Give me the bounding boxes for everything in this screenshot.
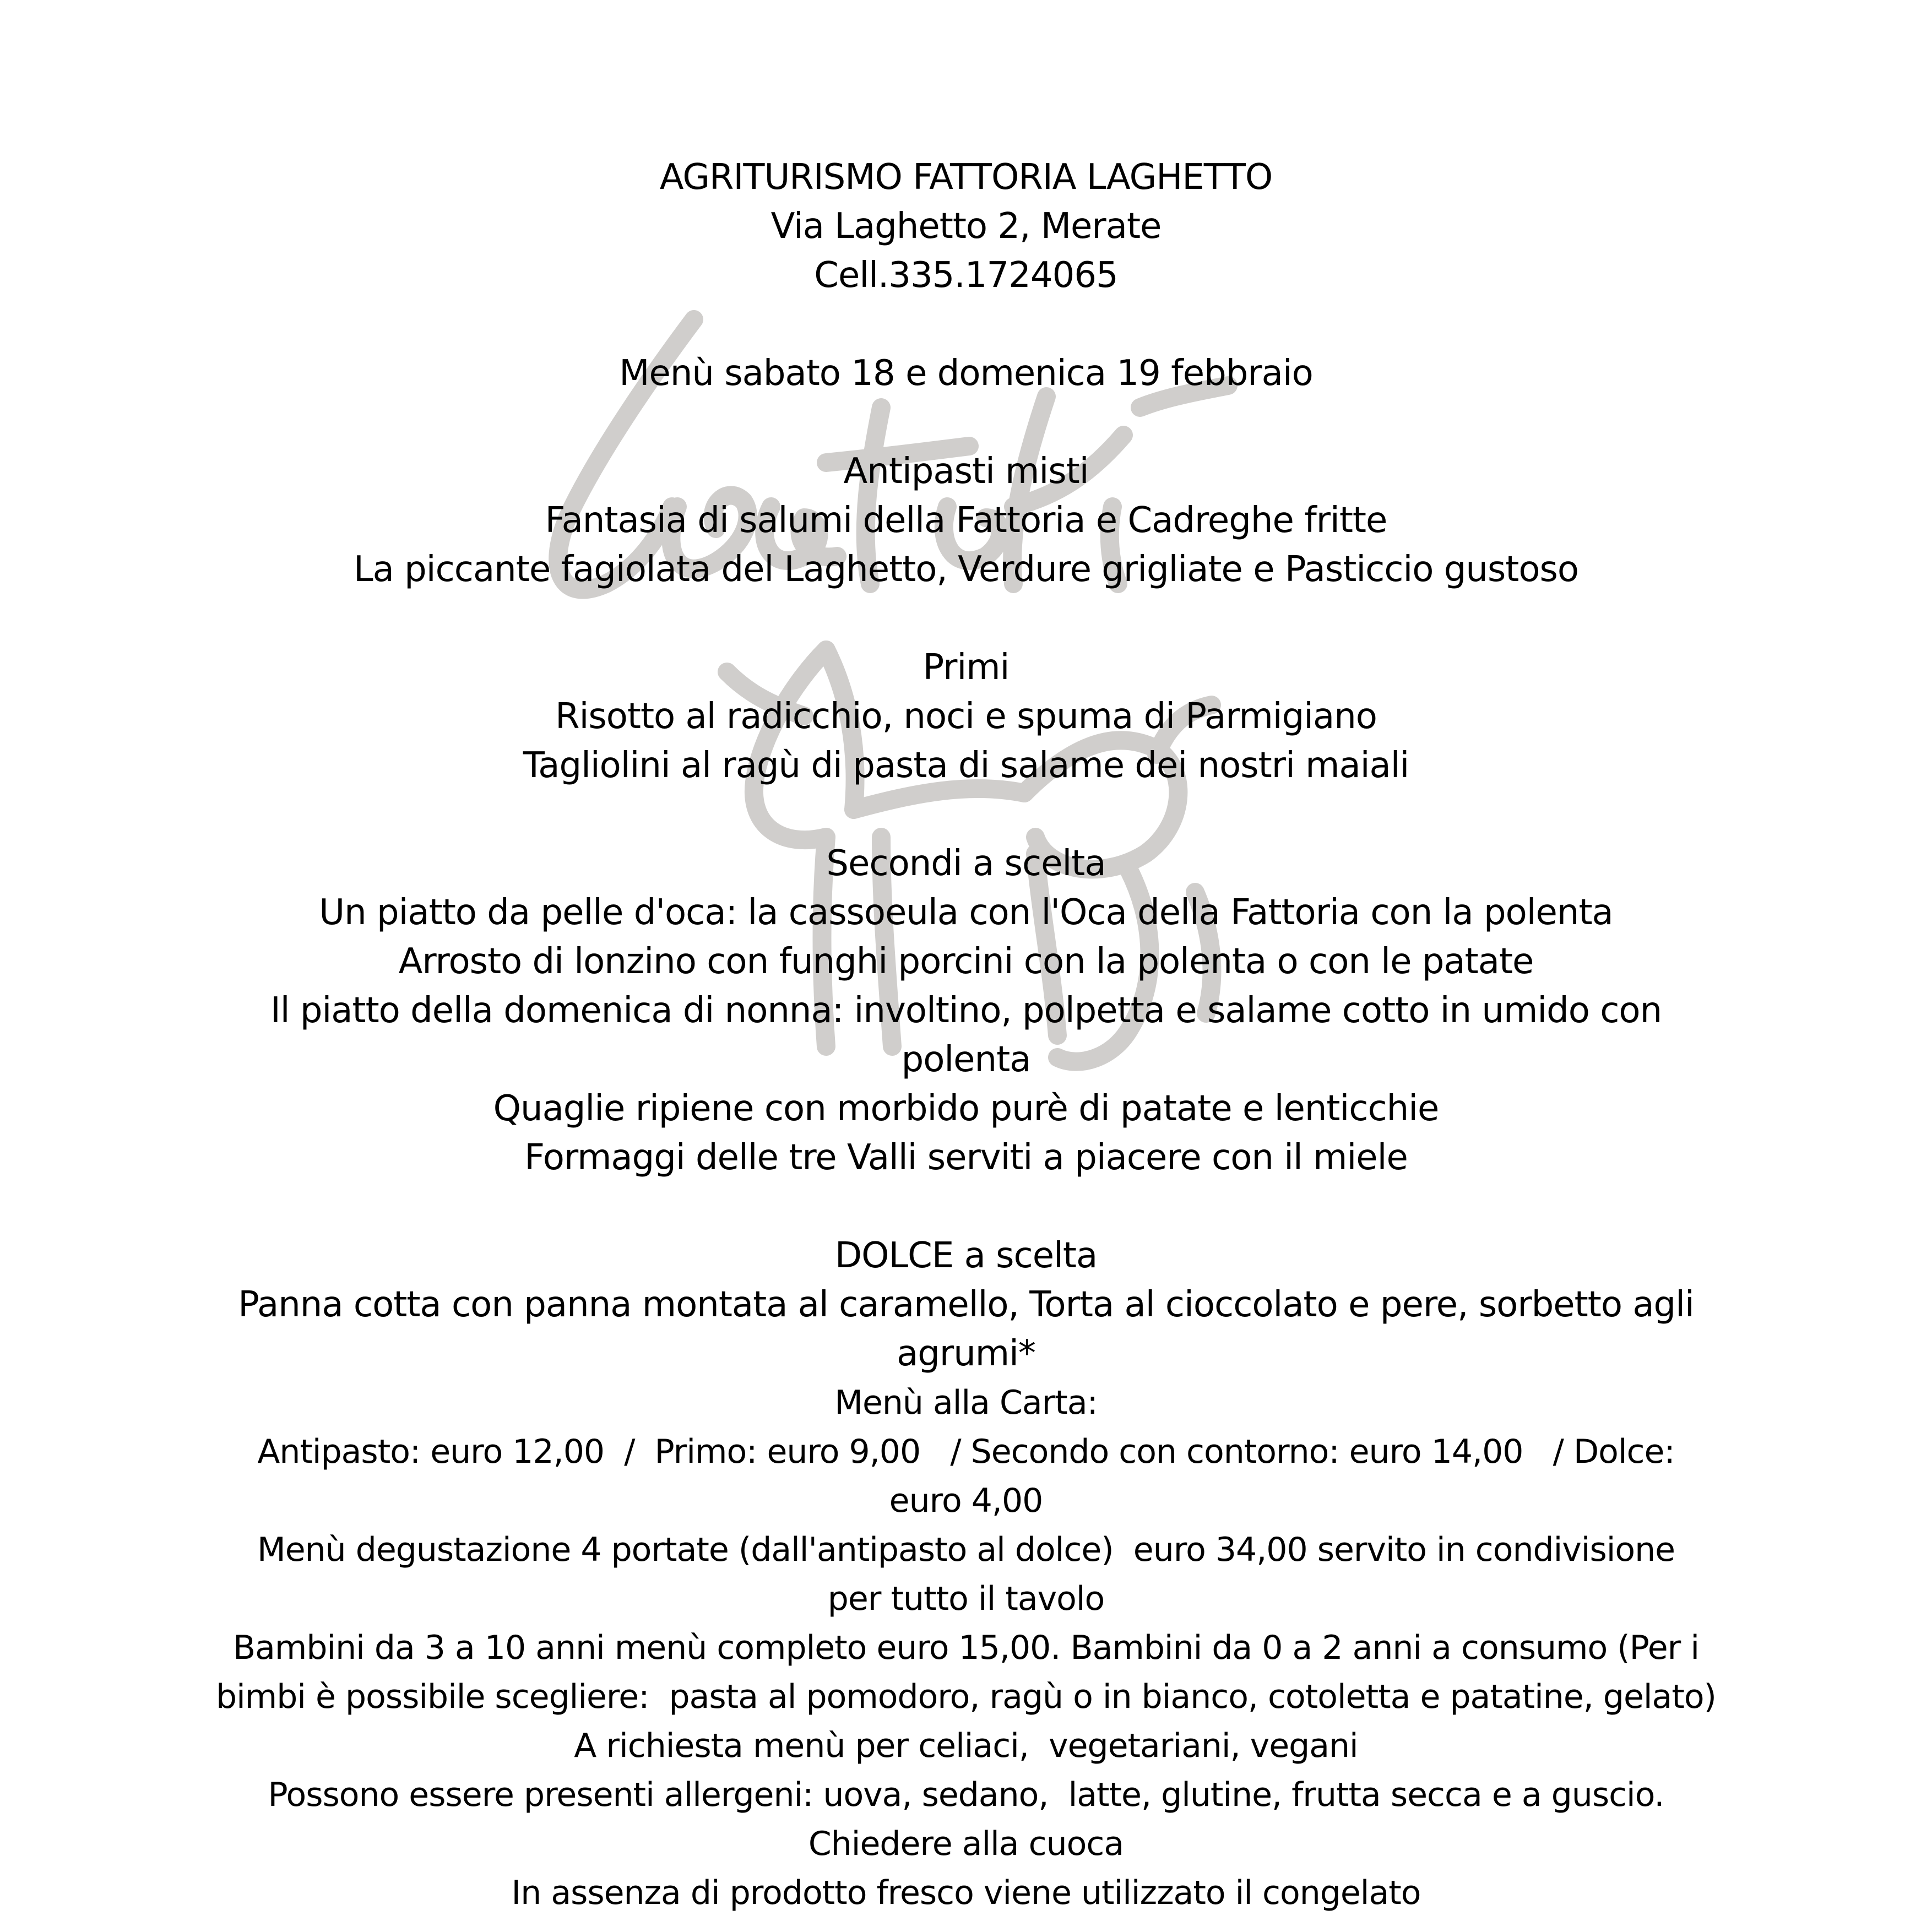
section-title-secondi: Secondi a scelta: [826, 843, 1106, 884]
section-title-antipasti: Antipasti misti: [843, 451, 1089, 492]
menu-item: Arrosto di lonzino con funghi porcini con la polenta o con le patate: [398, 941, 1534, 982]
degustazione-price-cont: per tutto il tavolo: [827, 1580, 1105, 1618]
menu-content: [83, 153, 1849, 1918]
allergens-note: Possono essere presenti allergeni: uova, sedano, latte, glutine, frutta secca e a guscio.: [268, 1776, 1664, 1814]
menu-item: Panna cotta con panna montata al caramello, Torta al cioccolato e pere, sorbetto agli: [238, 1284, 1694, 1325]
menu-item: Un piatto da pelle d'oca: la cassoeula con l'Oca della Fattoria con la polenta: [319, 892, 1613, 933]
spacer: [83, 300, 1849, 349]
menu-item: Risotto al radicchio, noci e spuma di Parmigiano: [555, 696, 1377, 737]
menu-item: Il piatto della domenica di nonna: involtino, polpetta e salame cotto in umido con: [270, 990, 1662, 1031]
allergens-note-cont: Chiedere alla cuoca: [808, 1825, 1124, 1863]
carta-title: Menù alla Carta:: [834, 1383, 1098, 1422]
section-title-primi: Primi: [922, 647, 1010, 688]
diet-note: A richiesta menù per celiaci, vegetariani, vegani: [574, 1727, 1358, 1765]
spacer: [83, 1182, 1849, 1231]
menu-item: Tagliolini al ragù di pasta di salame dei nostri maiali: [523, 745, 1409, 786]
restaurant-address: Via Laghetto 2, Merate: [770, 206, 1162, 247]
menu-item: La piccante fagiolata del Laghetto, Verdure grigliate e Pasticcio gustoso: [353, 549, 1579, 590]
spacer: [83, 398, 1849, 447]
menu-date: Menù sabato 18 e domenica 19 febbraio: [619, 353, 1313, 394]
frozen-note: In assenza di prodotto fresco viene utilizzato il congelato: [511, 1874, 1421, 1912]
menu-item: Formaggi delle tre Valli serviti a piacere con il miele: [524, 1137, 1408, 1178]
carta-prices: Antipasto: euro 12,00 / Primo: euro 9,00 / Secondo con contorno: euro 14,00 / Dolce:: [257, 1432, 1675, 1471]
menu-item: agrumi*: [897, 1333, 1035, 1374]
degustazione-price: Menù degustazione 4 portate (dall'antipasto al dolce) euro 34,00 servito in condivisione: [257, 1531, 1675, 1569]
restaurant-name: AGRITURISMO FATTORIA LAGHETTO: [659, 157, 1273, 198]
section-title-dolce: DOLCE a scelta: [834, 1235, 1098, 1276]
restaurant-phone: Cell.335.1724065: [814, 255, 1118, 296]
menu-item: polenta: [901, 1039, 1031, 1080]
menu-item: Fantasia di salumi della Fattoria e Cadreghe fritte: [545, 500, 1387, 541]
bambini-price: Bambini da 3 a 10 anni menù completo euro 15,00. Bambini da 0 a 2 anni a consumo (Per i: [232, 1629, 1700, 1667]
bambini-price-cont: bimbi è possibile scegliere: pasta al pomodoro, ragù o in bianco, cotoletta e patatine, gelato): [216, 1678, 1716, 1716]
carta-prices-cont: euro 4,00: [889, 1481, 1043, 1520]
menu-item: Quaglie ripiene con morbido purè di patate e lenticchie: [493, 1088, 1439, 1129]
spacer: [83, 790, 1849, 839]
spacer: [83, 594, 1849, 643]
